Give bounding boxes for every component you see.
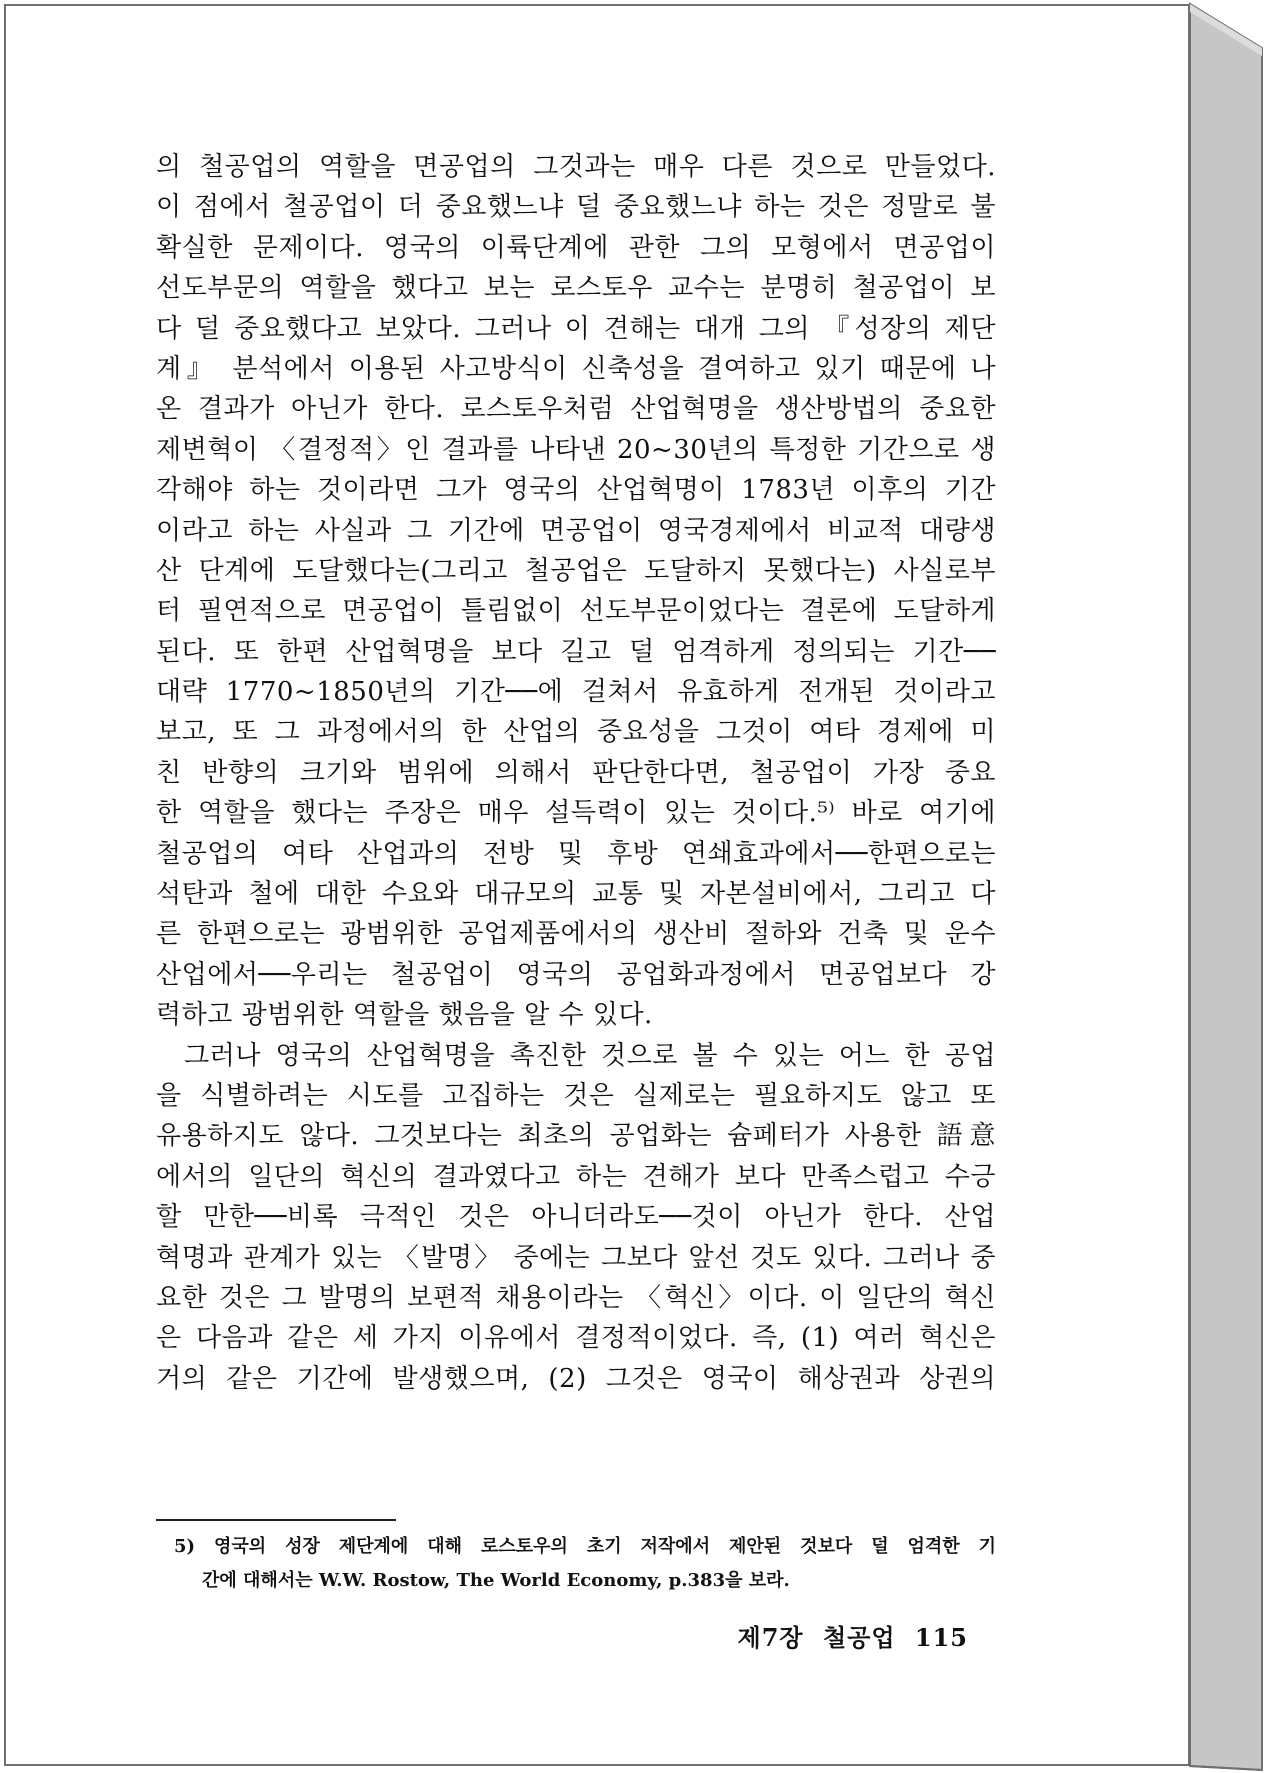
page-footer xyxy=(706,1618,968,1653)
text-line: 온 결과가 아닌가 한다. 로스토우처럼 산업혁명을 생산방법의 중요한 xyxy=(156,394,996,425)
text-line: 유용하지도 않다. 그것보다는 최초의 공업화는 슘페터가 사용한 語意 xyxy=(156,1121,996,1152)
footnote-line: 5) 영국의 성장 제단계에 대해 로스토우의 초기 저작에서 제안된 것보다 덜 엄격한 기 xyxy=(174,1536,996,1557)
chapter-title: 철공업 xyxy=(822,1623,896,1652)
text-line: 의 철공업의 역할을 면공업의 그것과는 매우 다른 것으로 만들었다. xyxy=(156,152,996,182)
text-line: 한 역할을 했다는 주장은 매우 설득력이 있는 것이다.⁵⁾ 바로 여기에 xyxy=(156,798,996,829)
text-line: 른 한편으로는 광범위한 공업제품에서의 생산비 절하와 건축 및 운수 xyxy=(156,919,996,950)
text-line: 산 단계에 도달했다는(그리고 철공업은 도달하지 못했다는) 사실로부 xyxy=(156,555,996,586)
text-line: 철공업의 여타 산업과의 전방 및 후방 연쇄효과에서──한편으로는 xyxy=(156,838,996,869)
text-line: 은 다음과 같은 세 가지 이유에서 결정적이었다. 즉, (1) 여러 혁신은 xyxy=(156,1323,996,1354)
text-line: 석탄과 철에 대한 수요와 대규모의 교통 및 자본설비에서, 그리고 다 xyxy=(156,879,996,910)
text-line: 된다. 또 한편 산업혁명을 보다 길고 덜 엄격하게 정의되는 기간── xyxy=(156,636,996,667)
text-line: 제변혁이 〈결정적〉인 결과를 나타낸 20~30년의 특정한 기간으로 생 xyxy=(156,434,996,465)
text-line: 다 덜 중요했다고 보았다. 그러나 이 견해는 대개 그의 『성장의 제단 xyxy=(156,313,996,344)
text-line: 을 식별하려는 시도를 고집하는 것은 실제로는 필요하지도 않고 또 xyxy=(156,1080,996,1111)
text-line: 각해야 하는 것이라면 그가 영국의 산업혁명이 1783년 이후의 기간 xyxy=(156,475,996,506)
text-line: 보고, 또 그 과정에서의 한 산업의 중요성을 그것이 여타 경제에 미 xyxy=(156,717,996,748)
text-line: 에서의 일단의 혁신의 결과였다고 하는 견해가 보다 만족스럽고 수긍 xyxy=(156,1161,996,1192)
text-line: 대략 1770~1850년의 기간──에 걸쳐서 유효하게 전개된 것이라고 xyxy=(156,677,996,708)
text-line: 이 점에서 철공업이 더 중요했느냐 덜 중요했느냐 하는 것은 정말로 불 xyxy=(156,192,996,223)
text-line: 확실한 문제이다. 영국의 이륙단계에 관한 그의 모형에서 면공업이 xyxy=(156,232,996,263)
footnote-line: 간에 대해서는 W.W. Rostow, The World Economy, p.383을 보라. xyxy=(202,1570,790,1591)
page-number: 115 xyxy=(914,1623,968,1652)
footnote xyxy=(174,1530,996,1598)
text-line: 친 반향의 크기와 범위에 의해서 판단한다면, 철공업이 가장 중요 xyxy=(156,757,996,788)
chapter-label: 제7장 xyxy=(737,1623,804,1652)
text-line: 그러나 영국의 산업혁명을 촉진한 것으로 볼 수 있는 어느 한 공업 xyxy=(184,1040,996,1071)
text-line: 이라고 하는 사실과 그 기간에 면공업이 영국경제에서 비교적 대량생 xyxy=(156,515,996,546)
footnote-divider xyxy=(156,1519,396,1521)
body-text xyxy=(156,147,996,1399)
text-line: 혁명과 관계가 있는 〈발명〉 중에는 그보다 앞선 것도 있다. 그러나 중 xyxy=(156,1242,996,1273)
text-line: 거의 같은 기간에 발생했으며, (2) 그것은 영국이 해상권과 상권의 xyxy=(156,1363,996,1394)
text-line: 터 필연적으로 면공업이 틀림없이 선도부문이었다는 결론에 도달하게 xyxy=(156,596,996,627)
text-line: 할 만한──비록 극적인 것은 아니더라도──것이 아닌가 한다. 산업 xyxy=(156,1202,996,1233)
text-line: 력하고 광범위한 역할을 했음을 알 수 있다. xyxy=(156,1000,653,1031)
book-page xyxy=(4,4,1190,1766)
text-line: 요한 것은 그 발명의 보편적 채용이라는 〈혁신〉이다. 이 일단의 혁신 xyxy=(156,1282,996,1313)
text-line: 선도부문의 역할을 했다고 보는 로스토우 교수는 분명히 철공업이 보 xyxy=(156,273,996,304)
text-line: 산업에서──우리는 철공업이 영국의 공업화과정에서 면공업보다 강 xyxy=(156,959,996,990)
text-line: 계』 분석에서 이용된 사고방식이 신축성을 결여하고 있기 때문에 나 xyxy=(156,353,996,384)
